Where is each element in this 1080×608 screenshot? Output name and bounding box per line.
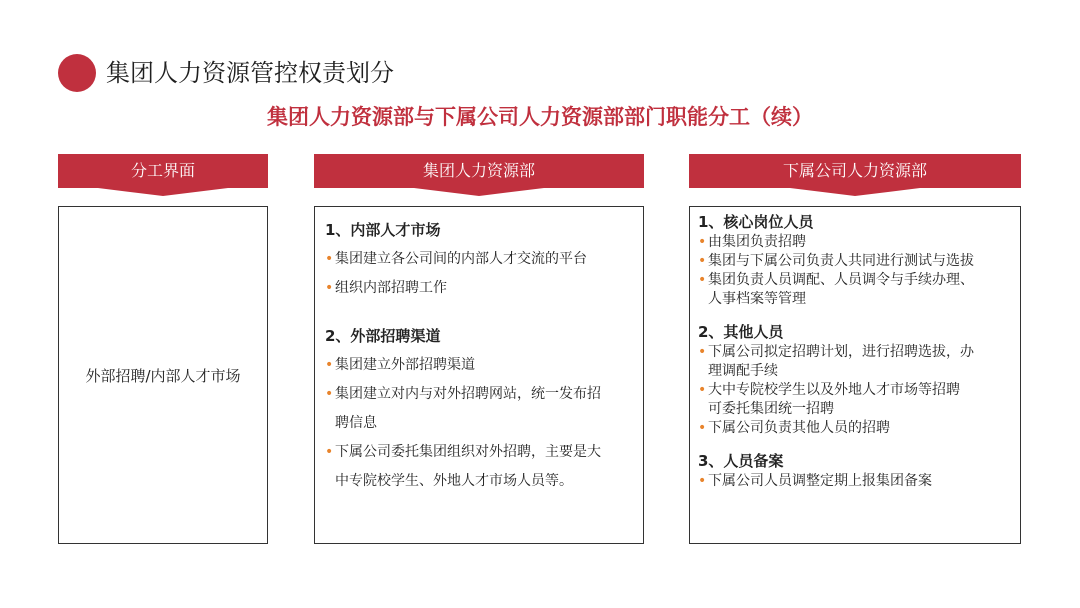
bullet-line: • 集团建立对内与对外招聘网站，统一发布招 <box>335 386 601 402</box>
bullet-line: • 下属公司拟定招聘计划，进行招聘选拔，办 <box>708 344 974 360</box>
column-header-sub-hr <box>689 154 1021 196</box>
title-dot-icon <box>58 54 96 92</box>
section-external-channel <box>325 321 633 496</box>
bullet-line: • 下属公司委托集团组织对外招聘，主要是大 <box>335 444 601 460</box>
bullet-line: 可委托集团统一招聘 <box>708 401 834 417</box>
bullet-line: 人事档案等管理 <box>708 291 806 307</box>
bullet-item <box>698 472 1014 491</box>
bullet-item <box>698 343 1014 381</box>
section-core-staff <box>698 211 1014 309</box>
interface-box <box>58 206 268 544</box>
bullet-item <box>325 274 633 303</box>
section-staff-filing <box>698 450 1014 491</box>
bullet-line: • 集团负责人员调配、人员调令与手续办理、 <box>708 272 974 288</box>
bullet-line: 下属公司人员调整定期上报集团备案 <box>708 473 932 489</box>
bullet-line: 集团建立外部招聘渠道 <box>335 357 475 373</box>
section-title: 2、其他人员 <box>698 323 784 341</box>
interface-content: 外部招聘/内部人才市场 <box>85 367 241 385</box>
bullet-item <box>698 252 1014 271</box>
section-title: 3、人员备案 <box>698 452 784 470</box>
group-hr-box <box>314 206 644 544</box>
bullet-line: 理调配手续 <box>708 363 778 379</box>
bullet-line: 由集团负责招聘 <box>708 234 806 250</box>
bullet-item <box>698 233 1014 252</box>
sub-hr-box <box>689 206 1021 544</box>
column-header-group-hr <box>314 154 644 196</box>
section-title: 1、核心岗位人员 <box>698 213 814 231</box>
bullet-line: 组织内部招聘工作 <box>335 280 447 296</box>
section-title: 1、内部人才市场 <box>325 221 441 239</box>
bullet-item <box>698 419 1014 438</box>
column-header-label: 分工界面 <box>130 161 195 180</box>
bullet-item <box>325 351 633 380</box>
page-subtitle: 集团人力资源部与下属公司人力资源部部门职能分工（续） <box>267 105 813 129</box>
bullet-item <box>325 245 633 274</box>
bullet-line: 集团与下属公司负责人共同进行测试与选拔 <box>708 253 974 269</box>
bullet-line: 集团建立各公司间的内部人才交流的平台 <box>335 251 587 267</box>
column-header-label: 下属公司人力资源部 <box>782 161 927 180</box>
section-internal-market <box>325 215 633 303</box>
bullet-line: 聘信息 <box>335 415 377 431</box>
column-header-label: 集团人力资源部 <box>422 161 535 180</box>
bullet-line: 下属公司负责其他人员的招聘 <box>708 420 890 436</box>
bullet-item <box>325 380 633 438</box>
column-header-interface <box>58 154 268 196</box>
page-title: 集团人力资源管控权责划分 <box>106 59 394 87</box>
bullet-line: 中专院校学生、外地人才市场人员等。 <box>335 473 573 489</box>
bullet-item <box>698 271 1014 309</box>
section-other-staff <box>698 321 1014 438</box>
bullet-item <box>325 438 633 496</box>
bullet-line: • 大中专院校学生以及外地人才市场等招聘 <box>708 382 960 398</box>
bullet-item <box>698 381 1014 419</box>
section-title: 2、外部招聘渠道 <box>325 327 441 345</box>
